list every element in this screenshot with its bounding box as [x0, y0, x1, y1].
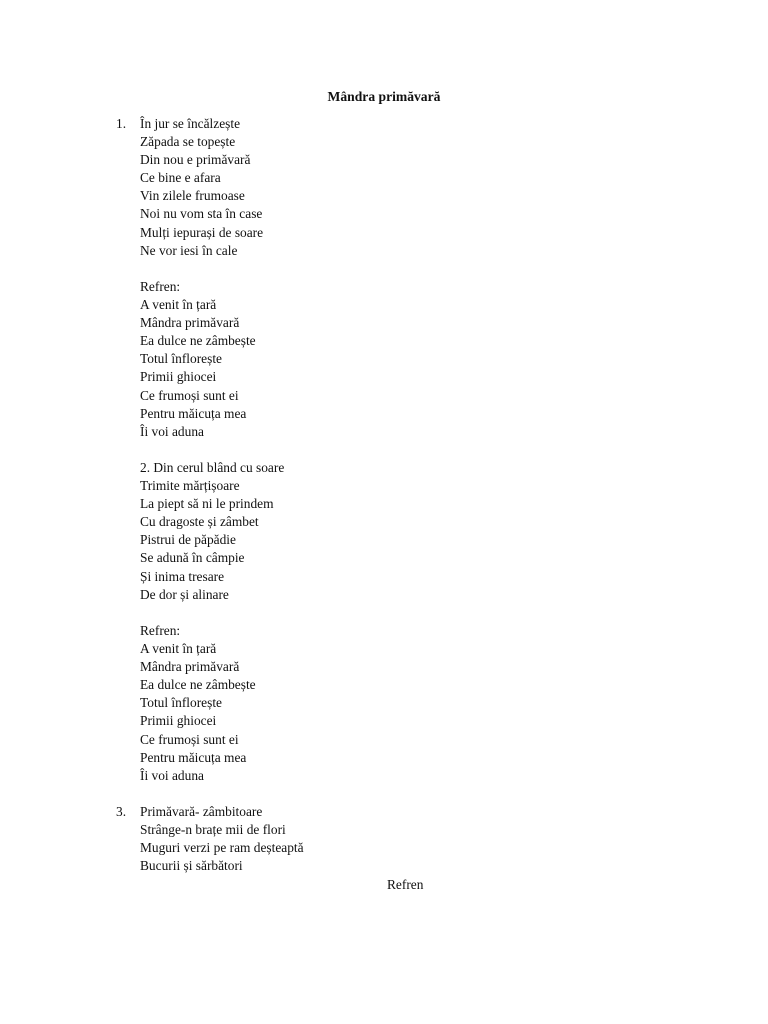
- refrain-line: Îi voi aduna: [140, 423, 204, 439]
- refrain-line: Ce frumoși sunt ei: [140, 387, 239, 403]
- refrain-1: [140, 278, 256, 441]
- final-refrain-label: Refren: [387, 877, 424, 892]
- stanza-line: 2. Din cerul blând cu soare: [140, 460, 285, 475]
- refrain-line: Primii ghiocei: [140, 713, 217, 729]
- stanza-line: Zăpada se topește: [140, 134, 236, 150]
- refrain-2: [140, 622, 256, 785]
- stanza-line: Ce bine e afara: [140, 170, 221, 186]
- stanza-line: Trimite mărțișoare: [140, 478, 240, 494]
- stanza-line: Din nou e primăvară: [140, 152, 251, 168]
- stanza-line: Vin zilele frumoase: [140, 188, 245, 204]
- stanza-line: Strânge-n brațe mii de flori: [140, 822, 286, 838]
- stanza-line: Cu dragoste și zâmbet: [140, 514, 259, 530]
- stanza-line: Noi nu vom sta în case: [140, 206, 263, 222]
- refrain-label: Refren:: [140, 623, 181, 638]
- stanza-3-number: 3.: [116, 804, 127, 819]
- stanza-line: Ne vor iesi în cale: [140, 242, 238, 258]
- stanza-line: La piept să ni le prindem: [140, 496, 274, 512]
- refrain-line: Mândra primăvară: [140, 315, 240, 331]
- stanza-1: [116, 115, 264, 260]
- stanza-3: [116, 803, 304, 875]
- stanza-line: Pistrui de păpădie: [140, 532, 236, 548]
- stanza-2: [140, 459, 284, 604]
- refrain-line: A venit în țară: [140, 641, 217, 657]
- song-title: Mândra primăvară: [327, 89, 441, 104]
- refrain-line: Pentru măicuța mea: [140, 749, 247, 765]
- stanza-line: De dor și alinare: [140, 586, 229, 602]
- stanza-line: Se adună în câmpie: [140, 550, 245, 566]
- refrain-line: Totul înflorește: [140, 695, 222, 711]
- stanza-line: În jur se încălzește: [140, 116, 241, 131]
- refrain-line: Ea dulce ne zâmbește: [140, 677, 256, 693]
- refrain-line: Mândra primăvară: [140, 659, 240, 675]
- stanza-line: Muguri verzi pe ram deșteaptă: [140, 840, 304, 856]
- stanza-line: Bucurii și sărbători: [140, 858, 243, 874]
- refrain-line: A venit în țară: [140, 297, 217, 313]
- refrain-line: Ce frumoși sunt ei: [140, 731, 239, 747]
- stanza-line: Și inima tresare: [140, 568, 225, 584]
- refrain-label: Refren:: [140, 279, 181, 294]
- refrain-line: Pentru măicuța mea: [140, 405, 247, 421]
- refrain-line: Primii ghiocei: [140, 369, 217, 385]
- refrain-line: Ea dulce ne zâmbește: [140, 333, 256, 349]
- stanza-1-number: 1.: [116, 116, 127, 131]
- stanza-line: Mulți iepurași de soare: [140, 224, 264, 240]
- stanza-line: Primăvară- zâmbitoare: [140, 804, 263, 819]
- refrain-line: Totul înflorește: [140, 351, 222, 367]
- refrain-line: Îi voi aduna: [140, 767, 204, 783]
